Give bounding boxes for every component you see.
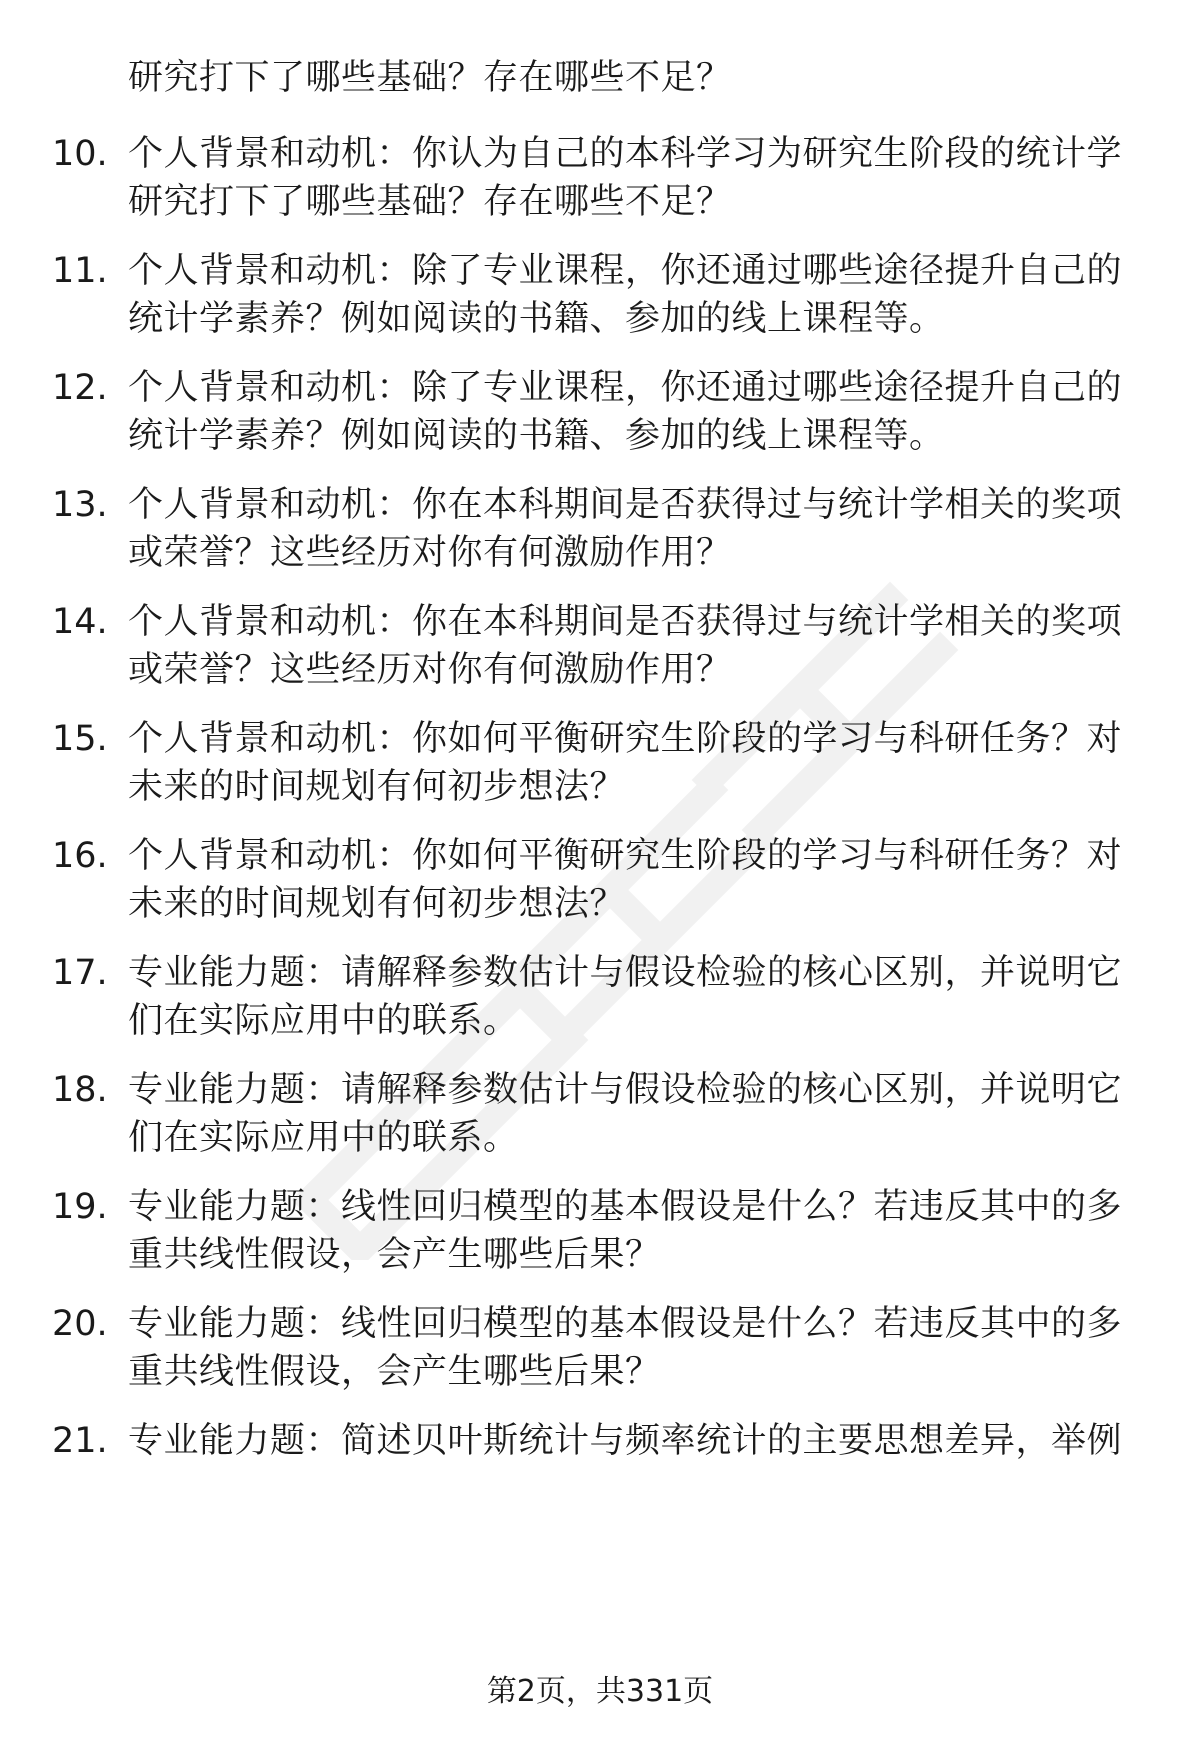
item-text-line-2: 重共线性假设，会产生哪些后果？: [128, 1352, 661, 1392]
list-item: [0, 1064, 1200, 1174]
item-text-line-2: 研究打下了哪些基础？存在哪些不足？: [128, 182, 732, 222]
item-number: 16.: [52, 836, 108, 876]
item-text-line-2: 们在实际应用中的联系。: [128, 1001, 519, 1041]
item-text-line-1: 个人背景和动机：你如何平衡研究生阶段的学习与科研任务？对: [128, 836, 1123, 876]
item-text-line-1: 专业能力题：请解释参数估计与假设检验的核心区别，并说明它: [128, 953, 1123, 993]
list-item: [0, 128, 1200, 238]
item-text-line-1: 专业能力题：线性回归模型的基本假设是什么？若违反其中的多: [128, 1304, 1123, 1344]
continuation-line: 研究打下了哪些基础？存在哪些不足？: [128, 58, 732, 98]
item-text-line-1: 个人背景和动机：你认为自己的本科学习为研究生阶段的统计学: [128, 134, 1123, 174]
item-text-line-2: 统计学素养？例如阅读的书籍、参加的线上课程等。: [128, 416, 945, 456]
item-text-line-2: 或荣誉？这些经历对你有何激励作用？: [128, 533, 732, 573]
item-number: 12.: [52, 368, 108, 408]
item-text-line-1: 个人背景和动机：除了专业课程，你还通过哪些途径提升自己的: [128, 251, 1123, 291]
list-item: [0, 713, 1200, 823]
list-item: [0, 596, 1200, 706]
list-item: [0, 830, 1200, 940]
item-number: 19.: [52, 1187, 108, 1227]
item-number: 13.: [52, 485, 108, 525]
item-text-line-1: 专业能力题：简述贝叶斯统计与频率统计的主要思想差异，举例: [128, 1421, 1123, 1461]
list-item: [0, 362, 1200, 472]
item-text-line-2: 统计学素养？例如阅读的书籍、参加的线上课程等。: [128, 299, 945, 339]
item-text-line-1: 专业能力题：请解释参数估计与假设检验的核心区别，并说明它: [128, 1070, 1123, 1110]
item-number: 18.: [52, 1070, 108, 1110]
item-text-line-2: 们在实际应用中的联系。: [128, 1118, 519, 1158]
list-item: [0, 1298, 1200, 1408]
item-text-line-2: 未来的时间规划有何初步想法？: [128, 884, 626, 924]
item-text-line-1: 专业能力题：线性回归模型的基本假设是什么？若违反其中的多: [128, 1187, 1123, 1227]
item-number: 20.: [52, 1304, 108, 1344]
item-number: 15.: [52, 719, 108, 759]
item-number: 10.: [52, 134, 108, 174]
item-text-line-2: 重共线性假设，会产生哪些后果？: [128, 1235, 661, 1275]
list-item: [0, 479, 1200, 589]
item-text-line-1: 个人背景和动机：你如何平衡研究生阶段的学习与科研任务？对: [128, 719, 1123, 759]
list-item: [0, 947, 1200, 1057]
page-number-footer: 第2页，共331页: [486, 1674, 714, 1709]
list-item: [0, 1181, 1200, 1291]
item-number: 11.: [52, 251, 108, 291]
list-item: [0, 1415, 1200, 1525]
item-number: 14.: [52, 602, 108, 642]
item-number: 17.: [52, 953, 108, 993]
list-item: [0, 245, 1200, 355]
item-text-line-2: 或荣誉？这些经历对你有何激励作用？: [128, 650, 732, 690]
item-text-line-1: 个人背景和动机：你在本科期间是否获得过与统计学相关的奖项: [128, 485, 1123, 525]
item-number: 21.: [52, 1421, 108, 1461]
item-text-line-1: 个人背景和动机：除了专业课程，你还通过哪些途径提升自己的: [128, 368, 1123, 408]
item-text-line-1: 个人背景和动机：你在本科期间是否获得过与统计学相关的奖项: [128, 602, 1123, 642]
item-text-line-2: 未来的时间规划有何初步想法？: [128, 767, 626, 807]
